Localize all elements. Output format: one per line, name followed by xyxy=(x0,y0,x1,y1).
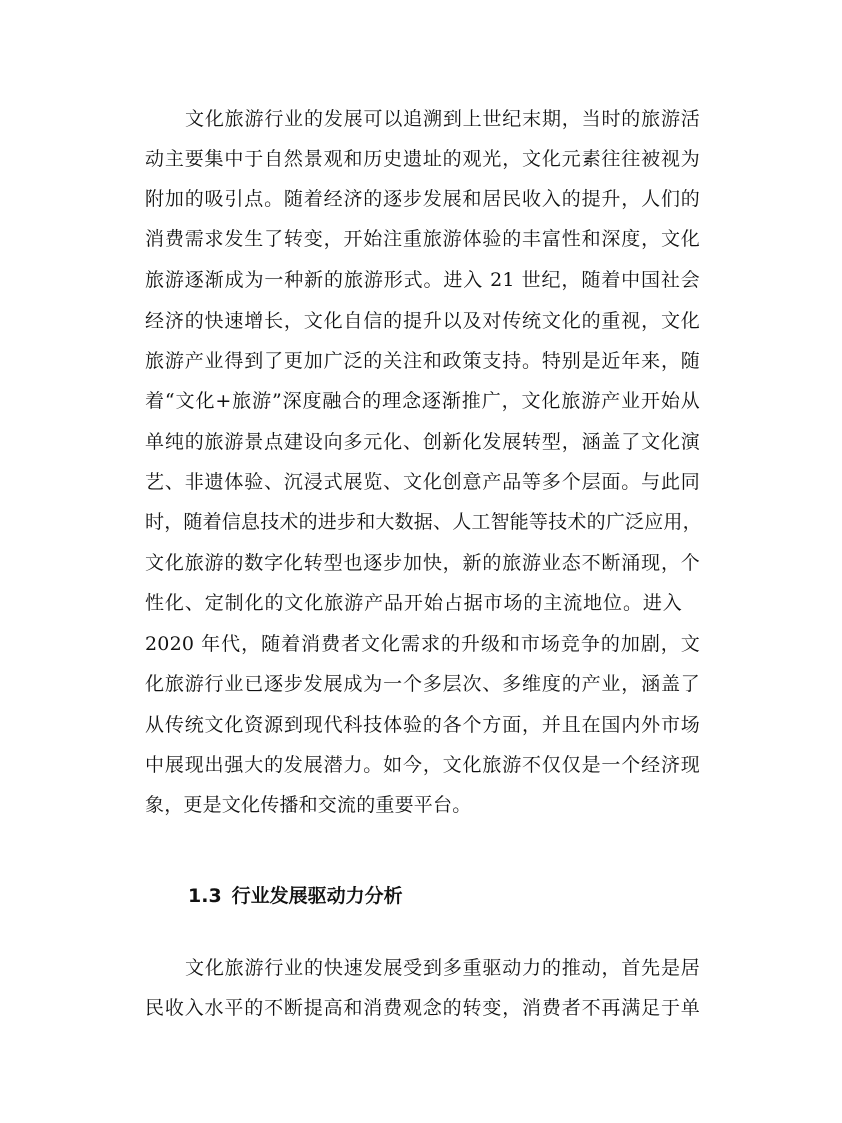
paragraph-line xyxy=(0,181,842,217)
paragraph-line xyxy=(0,343,842,379)
paragraph-line xyxy=(0,383,842,419)
line-text: 经济的快速增长，文化自信的提升以及对传统文化的重视，文化 xyxy=(145,310,700,332)
line-text: 单纯的旅游景点建设向多元化、创新化发展转型，涵盖了文化演 xyxy=(145,431,700,453)
line-text: 中展现出强大的发展潜力。如今，文化旅游不仅仅是一个经济现 xyxy=(145,754,700,776)
line-text: 象，更是文化传播和交流的重要平台。 xyxy=(145,794,472,816)
paragraph-line xyxy=(0,464,842,500)
line-text: 性化、定制化的文化旅游产品开始占据市场的主流地位。进入 xyxy=(145,592,682,614)
paragraph-line xyxy=(0,262,842,298)
paragraph-line xyxy=(0,747,842,783)
paragraph-line xyxy=(0,585,842,621)
line-text: 从传统文化资源到现代科技体验的各个方面，并且在国内外市场 xyxy=(145,714,700,736)
line-text: 着“文化+旅游”深度融合的理念逐渐推广，文化旅游产业开始从 xyxy=(145,390,700,412)
line-text: 文化旅游的数字化转型也逐步加快，新的旅游业态不断涌现，个 xyxy=(145,552,700,574)
section-title: 行业发展驱动力分析 xyxy=(231,885,403,907)
paragraph-line xyxy=(0,504,842,540)
line-text: 艺、非遗体验、沉浸式展览、文化创意产品等多个层面。与此同 xyxy=(145,471,700,493)
line-text: 附加的吸引点。随着经济的逐步发展和居民收入的提升，人们的 xyxy=(145,188,700,210)
paragraph-line xyxy=(0,787,842,823)
paragraph-line xyxy=(0,141,842,177)
section-number: 1.3 xyxy=(188,885,222,907)
paragraph-line xyxy=(0,303,842,339)
line-text: 化旅游行业已逐步发展成为一个多层次、多维度的产业，涵盖了 xyxy=(145,673,700,695)
line-text: 时，随着信息技术的进步和大数据、人工智能等技术的广泛应用， xyxy=(145,511,702,533)
line-text: 消费需求发生了转变，开始注重旅游体验的丰富性和深度，文化 xyxy=(145,228,700,250)
paragraph-line xyxy=(0,545,842,581)
line-text: 文化旅游行业的快速发展受到多重驱动力的推动，首先是居 xyxy=(185,957,700,979)
paragraph-line xyxy=(0,101,842,137)
line-text: 旅游逐渐成为一种新的旅游形式。进入 21 世纪，随着中国社会 xyxy=(145,269,700,291)
paragraph-line xyxy=(0,707,842,743)
line-text: 动主要集中于自然景观和历史遗址的观光，文化元素往往被视为 xyxy=(145,148,700,170)
paragraph-line xyxy=(0,424,842,460)
section-heading xyxy=(188,878,403,914)
line-text: 文化旅游行业的发展可以追溯到上世纪末期，当时的旅游活 xyxy=(185,108,700,130)
line-text: 2020 年代，随着消费者文化需求的升级和市场竞争的加剧，文 xyxy=(145,633,700,655)
paragraph-line xyxy=(0,221,842,257)
paragraph-line xyxy=(0,990,842,1026)
line-text: 旅游产业得到了更加广泛的关注和政策支持。特别是近年来，随 xyxy=(145,350,700,372)
paragraph-line xyxy=(0,666,842,702)
line-text: 民收入水平的不断提高和消费观念的转变，消费者不再满足于单 xyxy=(145,997,700,1019)
paragraph-line xyxy=(0,626,842,662)
paragraph-line xyxy=(0,950,842,986)
